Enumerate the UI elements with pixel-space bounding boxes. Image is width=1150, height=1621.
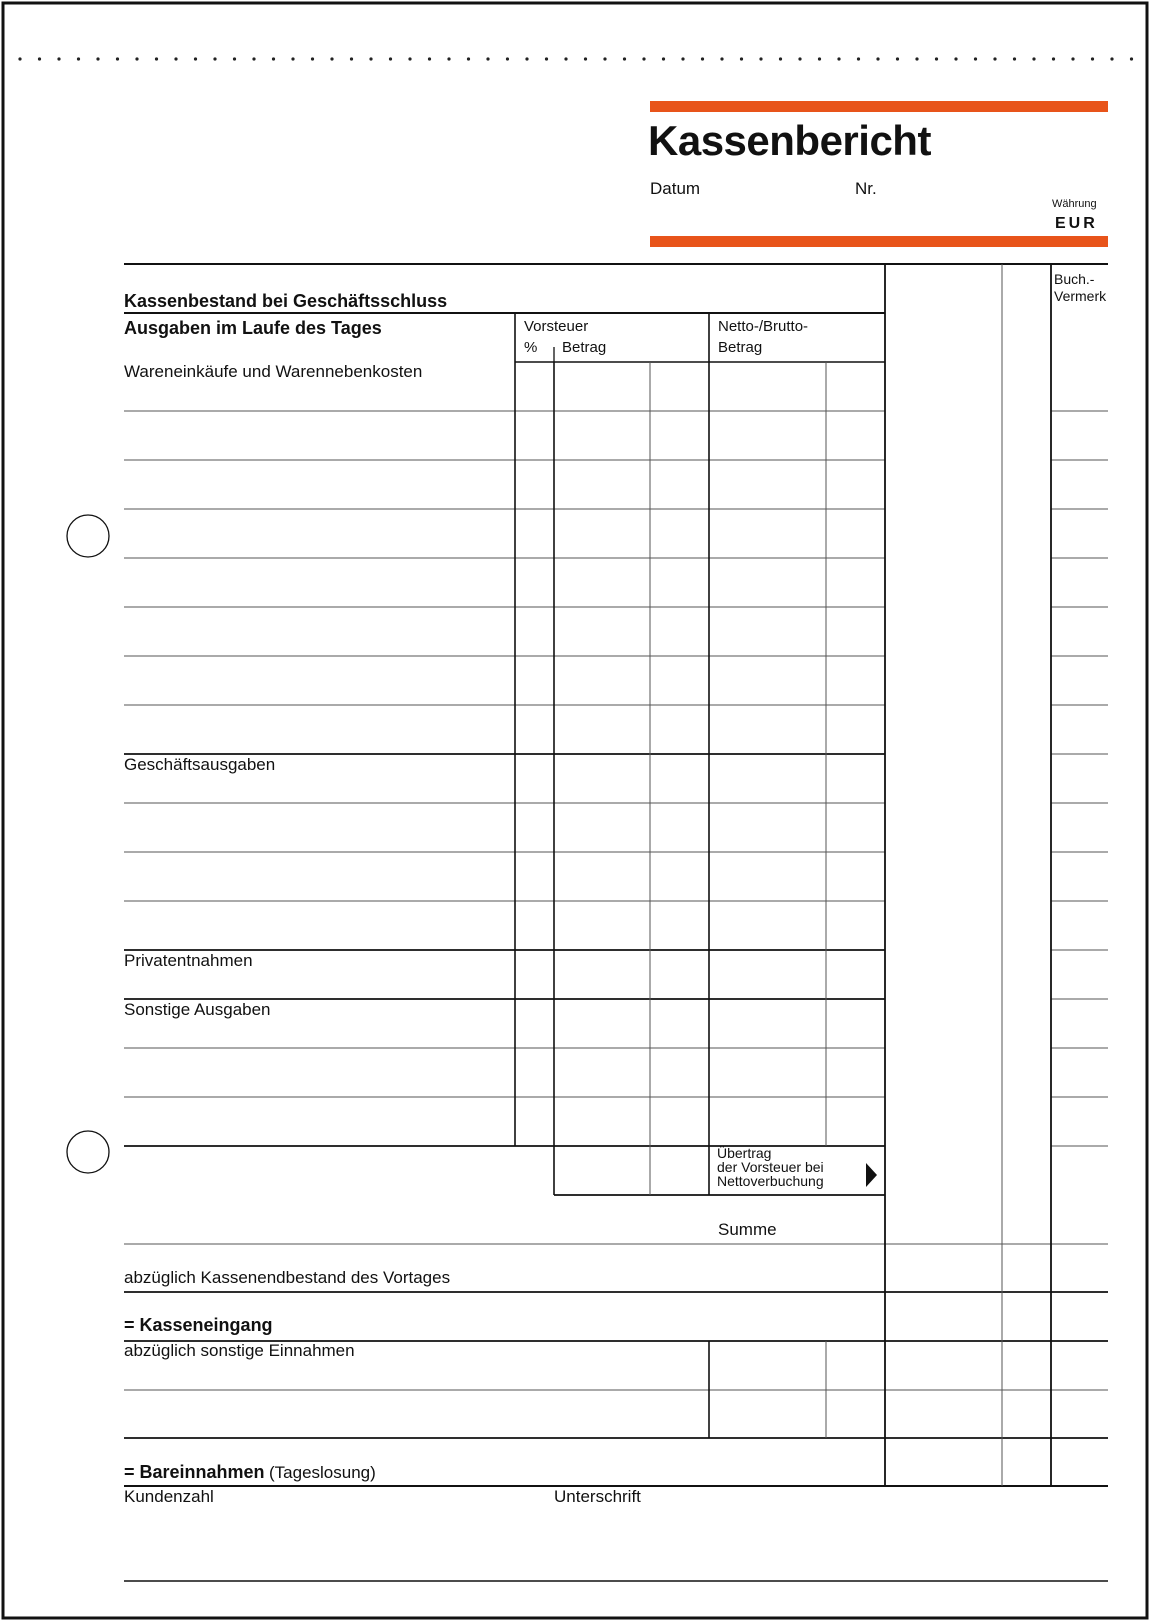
carryover-label-2: der Vorsteuer bei xyxy=(717,1159,824,1175)
perforation-dot xyxy=(389,57,392,60)
perforation-dot xyxy=(818,57,821,60)
perforation-dot xyxy=(38,57,41,60)
perforation-dot xyxy=(876,57,879,60)
perforation-dot xyxy=(1071,57,1074,60)
perforation-dot xyxy=(623,57,626,60)
perforation-dot xyxy=(155,57,158,60)
net-gross-amount-header: Betrag xyxy=(718,339,763,356)
perforation-dot xyxy=(18,57,21,60)
perforation-dot xyxy=(1130,57,1133,60)
triangle-right-icon xyxy=(866,1163,877,1187)
cash-takings-label xyxy=(124,1463,376,1482)
perforation-dot xyxy=(1013,57,1016,60)
perforation-dot xyxy=(447,57,450,60)
perforation-dot xyxy=(291,57,294,60)
perforation-dot xyxy=(915,57,918,60)
perforation-dot xyxy=(564,57,567,60)
perforation-dot xyxy=(272,57,275,60)
perforation-dot xyxy=(506,57,509,60)
perforation-dot xyxy=(77,57,80,60)
perforation-dot xyxy=(603,57,606,60)
other-expenses-label: Sonstige Ausgaben xyxy=(124,1000,271,1019)
perforation-dot xyxy=(1052,57,1055,60)
business-expenses-label: Geschäftsausgaben xyxy=(124,755,276,774)
perforation-dot xyxy=(701,57,704,60)
perforation-dot xyxy=(369,57,372,60)
cash-receipts-label: = Kasseneingang xyxy=(124,1315,273,1335)
cash-takings-suffix: (Tageslosung) xyxy=(269,1463,376,1482)
percent-header: % xyxy=(524,339,538,356)
date-label: Datum xyxy=(650,179,701,198)
form-title: Kassenbericht xyxy=(648,117,931,164)
perforation-dot xyxy=(740,57,743,60)
perforation-dot xyxy=(662,57,665,60)
perforation-dot xyxy=(681,57,684,60)
perforation-dot xyxy=(174,57,177,60)
perforation-dot xyxy=(57,57,60,60)
input-tax-header: Vorsteuer xyxy=(524,318,589,335)
perforation-dot xyxy=(330,57,333,60)
perforation-dot xyxy=(896,57,899,60)
perforation-dot xyxy=(1032,57,1035,60)
perforation-dot xyxy=(135,57,138,60)
header-accent-bar-bottom xyxy=(650,236,1108,247)
punch-hole-upper xyxy=(67,515,109,557)
expenses-day-label: Ausgaben im Laufe des Tages xyxy=(124,318,382,338)
perforation-dot xyxy=(213,57,216,60)
perforation-dot xyxy=(1110,57,1113,60)
perforation-dot xyxy=(974,57,977,60)
number-label: Nr. xyxy=(855,179,877,198)
perforation-dot xyxy=(96,57,99,60)
cash-balance-close-label: Kassenbestand bei Geschäftsschluss xyxy=(124,291,448,311)
perforation-dot xyxy=(779,57,782,60)
perforation-dot xyxy=(252,57,255,60)
punch-hole-lower xyxy=(67,1131,109,1173)
booking-note-header-1: Buch.- xyxy=(1054,271,1095,287)
private-withdrawals-label: Privatentnahmen xyxy=(124,951,253,970)
booking-note-header-2: Vermerk xyxy=(1054,288,1107,304)
carryover-label-3: Nettoverbuchung xyxy=(717,1173,824,1189)
perforation-dot xyxy=(1091,57,1094,60)
perforation-dot xyxy=(116,57,119,60)
perforation-dot xyxy=(350,57,353,60)
perforation-dot xyxy=(584,57,587,60)
perforation-dot xyxy=(857,57,860,60)
cash-takings-prefix: = Bareinnahmen xyxy=(124,1462,265,1482)
signature-label: Unterschrift xyxy=(554,1487,641,1506)
perforation-dot xyxy=(935,57,938,60)
perforation-dot xyxy=(311,57,314,60)
perforation-dot xyxy=(954,57,957,60)
currency-label: Währung xyxy=(1052,198,1097,210)
perforation-dot xyxy=(759,57,762,60)
perforation-dot xyxy=(798,57,801,60)
perforation-dot xyxy=(837,57,840,60)
header-accent-bar-top xyxy=(650,101,1108,112)
perforation-dot xyxy=(408,57,411,60)
currency-value: EUR xyxy=(1055,215,1098,232)
perforation-dot xyxy=(642,57,645,60)
perforation-dot xyxy=(993,57,996,60)
perforation-dot xyxy=(233,57,236,60)
perforation-dot xyxy=(720,57,723,60)
perforation-dot xyxy=(486,57,489,60)
goods-purchases-label: Wareneinkäufe und Warennebenkosten xyxy=(124,362,423,381)
customer-count-label: Kundenzahl xyxy=(124,1487,214,1506)
net-gross-header: Netto-/Brutto- xyxy=(718,318,809,335)
perforation-dot xyxy=(545,57,548,60)
minus-other-income-label: abzüglich sonstige Einnahmen xyxy=(124,1341,355,1360)
minus-prev-balance-label: abzüglich Kassenendbestand des Vortages xyxy=(124,1268,451,1287)
carryover-label-1: Übertrag xyxy=(717,1145,772,1161)
perforation-dot xyxy=(428,57,431,60)
input-tax-amount-header: Betrag xyxy=(562,339,607,356)
perforation-dot xyxy=(525,57,528,60)
sum-label: Summe xyxy=(718,1220,777,1239)
perforation-dot xyxy=(194,57,197,60)
perforation-dot xyxy=(467,57,470,60)
